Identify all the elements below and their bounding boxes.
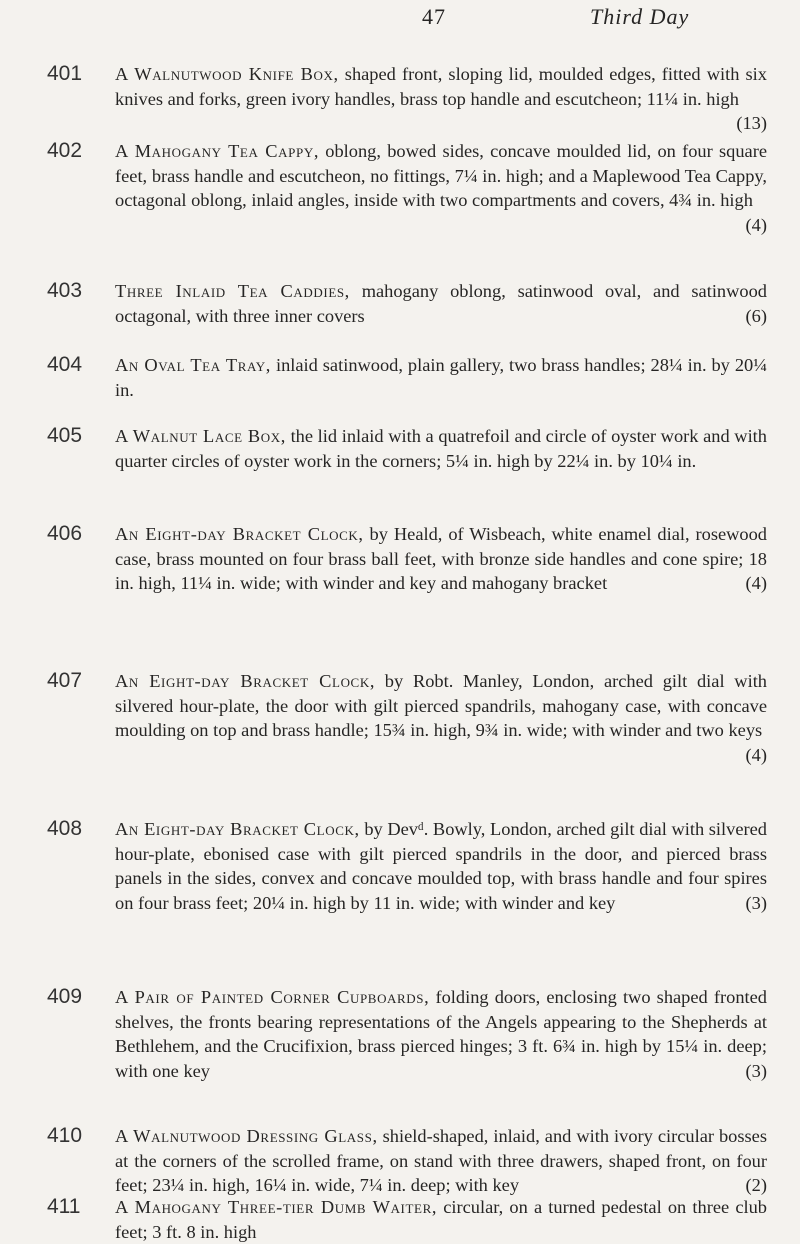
page-number: 47 xyxy=(422,4,446,29)
lot-description xyxy=(115,62,767,136)
lot-description xyxy=(115,279,767,328)
lot-estimate: (4) xyxy=(745,214,767,235)
lot-description xyxy=(115,353,767,402)
lot-text: the lid inlaid with a quatrefoil and circle of oyster work and with quarter circles of oyster work in the corners; 5¼ in. high by 22¼ in. by 10¼ in. xyxy=(115,426,767,471)
lot-description xyxy=(115,424,767,473)
lot-lead: An Eight-day Bracket Clock, xyxy=(115,524,364,544)
lot-text: folding doors, enclosing two shaped fronted shelves, the fronts bearing representations of the Angels appearing to the Shepherds at Bethlehem, and the Crucifixion, brass pierced hinges; 3 ft. 6¾ in. high by 15¼ in. deep; with one key xyxy=(115,987,767,1081)
lot-lead: A Walnutwood Dressing Glass, xyxy=(115,1126,378,1146)
lot-text: by Robt. Manley, London, arched gilt dial with silvered hour-plate, the door with gilt pierced spandrils, mahogany case, with concave moulding on top and brass handle; 15¾ in. high, 9¾ in. wide; with winder and two keys xyxy=(115,671,767,741)
lot-text: by Devᵈ. Bowly, London, arched gilt dial with silvered hour-plate, ebonised case with gilt pierced spandrils in the door, and pierced brass panels in the sides, convex and concave moulded top, with brass handle and four spires on four brass feet; 20¼ in. high by 11 in. wide; with winder and key xyxy=(115,819,767,913)
lot-text: by Heald, of Wisbeach, white enamel dial, rosewood case, brass mounted on four brass ball feet, with bronze side handles and cone spire; 18 in. high, 11¼ in. wide; with winder and key and mahogany bracket xyxy=(115,524,768,594)
lot-number: 408 xyxy=(47,817,83,840)
lot-estimate: (2) xyxy=(745,1175,767,1196)
lot-description xyxy=(115,1124,767,1198)
lot-number: 411 xyxy=(47,1195,81,1218)
lot-estimate: (3) xyxy=(745,1060,767,1081)
lot-lead: A Walnut Lace Box, xyxy=(115,426,286,446)
running-head: Third Day xyxy=(590,4,690,29)
lot-lead: A Pair of Painted Corner Cupboards, xyxy=(115,987,430,1007)
lot-text: shaped front, sloping lid, moulded edges, fitted with six knives and forks, green ivory handles, brass top handle and escutcheon; 11¼ in. high xyxy=(115,64,767,109)
lot-estimate: (6) xyxy=(745,305,767,326)
lot-number: 409 xyxy=(47,985,83,1008)
lot-number: 407 xyxy=(47,669,83,692)
lot-lead: An Eight-day Bracket Clock, xyxy=(115,819,360,839)
lot-number: 401 xyxy=(47,62,83,85)
lot-description xyxy=(115,669,767,767)
lot-text: oblong, bowed sides, concave moulded lid, on four square feet, brass handle and escutcheon, no fittings, 7¼ in. high; and a Maplewood Tea Cappy, octagonal oblong, inlaid angles, inside with two compartments and covers, 4¾ in. high xyxy=(115,141,767,211)
lot-number: 405 xyxy=(47,424,83,447)
lot-estimate: (4) xyxy=(745,573,767,594)
lot-description xyxy=(115,985,767,1083)
lot-description xyxy=(115,522,767,596)
lot-description xyxy=(115,139,767,237)
lot-number: 404 xyxy=(47,353,83,376)
lot-lead: A Mahogany Tea Cappy, xyxy=(115,141,320,161)
lot-estimate: (13) xyxy=(736,113,767,134)
lot-estimate: (3) xyxy=(745,892,767,913)
lot-description xyxy=(115,1195,767,1244)
lot-number: 410 xyxy=(47,1124,83,1147)
lot-lead: An Eight-day Bracket Clock, xyxy=(115,671,376,691)
lot-lead: A Mahogany Three-tier Dumb Waiter, xyxy=(115,1197,438,1217)
lot-lead: An Oval Tea Tray, xyxy=(115,355,271,375)
lot-number: 402 xyxy=(47,139,83,162)
lot-text: inlaid satinwood, plain gallery, two brass handles; 28¼ in. by 20¼ in. xyxy=(115,355,768,400)
lot-lead: Three Inlaid Tea Caddies, xyxy=(115,281,350,301)
lot-description xyxy=(115,817,767,915)
lot-text: mahogany oblong, satinwood oval, and satinwood octagonal, with three inner covers xyxy=(115,281,767,326)
lot-lead: A Walnutwood Knife Box, xyxy=(115,64,339,84)
lot-number: 403 xyxy=(47,279,83,302)
lot-number: 406 xyxy=(47,522,83,545)
lot-estimate: (4) xyxy=(745,744,767,765)
lot-text: shield-shaped, inlaid, and with ivory circular bosses at the corners of the scrolled frame, on stand with three drawers, shaped front, on four feet; 23¼ in. high, 16¼ in. wide, 7¼ in. deep; with key xyxy=(115,1126,767,1196)
lot-text: circular, on a turned pedestal on three club feet; 3 ft. 8 in. high xyxy=(115,1197,767,1242)
